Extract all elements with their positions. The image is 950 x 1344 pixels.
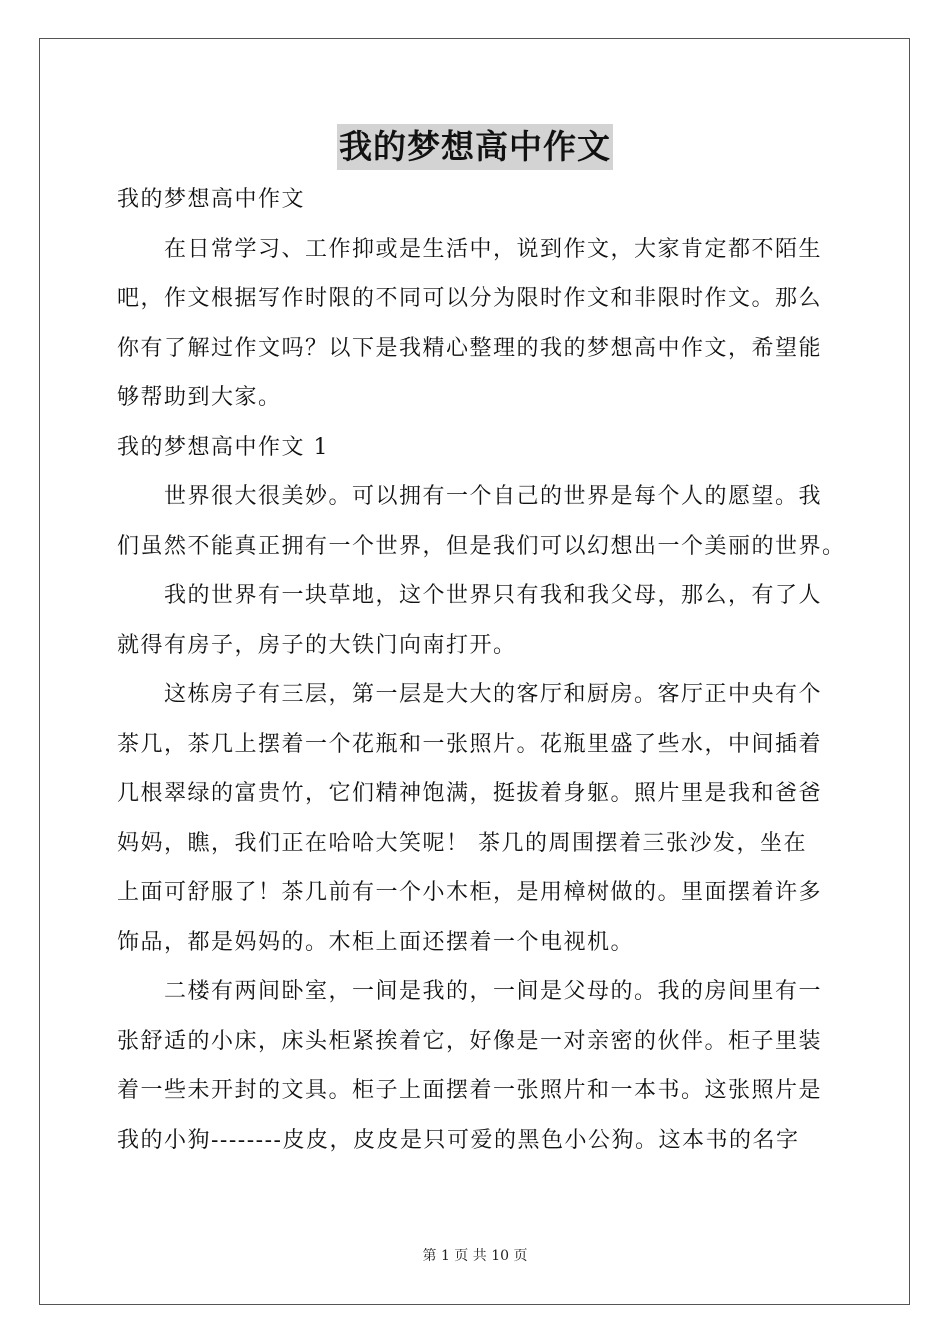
text-line: 我的世界有一块草地，这个世界只有我和我父母，那么，有了人 xyxy=(164,583,823,608)
text-line: 二楼有两间卧室，一间是我的，一间是父母的。我的房间里有一 xyxy=(164,979,823,1004)
text-line: 张舒适的小床，床头柜紧挨着它，好像是一对亲密的伙伴。柜子里装 xyxy=(117,1028,823,1054)
text-line: 这栋房子有三层，第一层是大大的客厅和厨房。客厅正中央有个 xyxy=(164,682,823,707)
document-body xyxy=(117,175,846,1165)
text-line: 我的小狗--------皮皮，皮皮是只可爱的黑色小公狗。这本书的名字 xyxy=(117,1127,800,1153)
text-line: 吧，作文根据写作时限的不同可以分为限时作文和非限时作文。那么 xyxy=(117,286,823,311)
text-line: 们虽然不能真正拥有一个世界，但是我们可以幻想出一个美丽的世界。 xyxy=(117,533,846,559)
text-line: 上面可舒服了！茶几前有一个小木柜，是用樟树做的。里面摆着许多 xyxy=(117,880,823,905)
text-line: 世界很大很美妙。可以拥有一个自己的世界是每个人的愿望。我 xyxy=(164,484,823,509)
text-line: 你有了解过作文吗？以下是我精心整理的我的梦想高中作文，希望能 xyxy=(117,335,823,361)
text-line: 妈妈，瞧，我们正在哈哈大笑呢！ 茶几的周围摆着三张沙发，坐在 xyxy=(117,830,807,856)
text-line: 在日常学习、工作抑或是生活中，说到作文，大家肯定都不陌生 xyxy=(164,236,823,262)
text-line: 我的梦想高中作文 1 xyxy=(117,434,329,460)
document-title: 我的梦想高中作文 xyxy=(337,124,613,170)
text-line: 茶几，茶几上摆着一个花瓶和一张照片。花瓶里盛了些水，中间插着 xyxy=(117,731,823,757)
text-line: 就得有房子，房子的大铁门向南打开。 xyxy=(117,632,517,658)
text-line: 着一些未开封的文具。柜子上面摆着一张照片和一本书。这张照片是 xyxy=(117,1078,823,1103)
text-line: 够帮助到大家。 xyxy=(117,385,282,410)
text-line: 我的梦想高中作文 xyxy=(117,187,306,212)
page-footer: 第 1 页 共 10 页 xyxy=(422,1248,528,1264)
text-line: 饰品，都是妈妈的。木柜上面还摆着一个电视机。 xyxy=(117,929,635,955)
text-line: 几根翠绿的富贵竹，它们精神饱满，挺拔着身躯。照片里是我和爸爸 xyxy=(117,781,823,806)
title-container xyxy=(0,124,950,170)
